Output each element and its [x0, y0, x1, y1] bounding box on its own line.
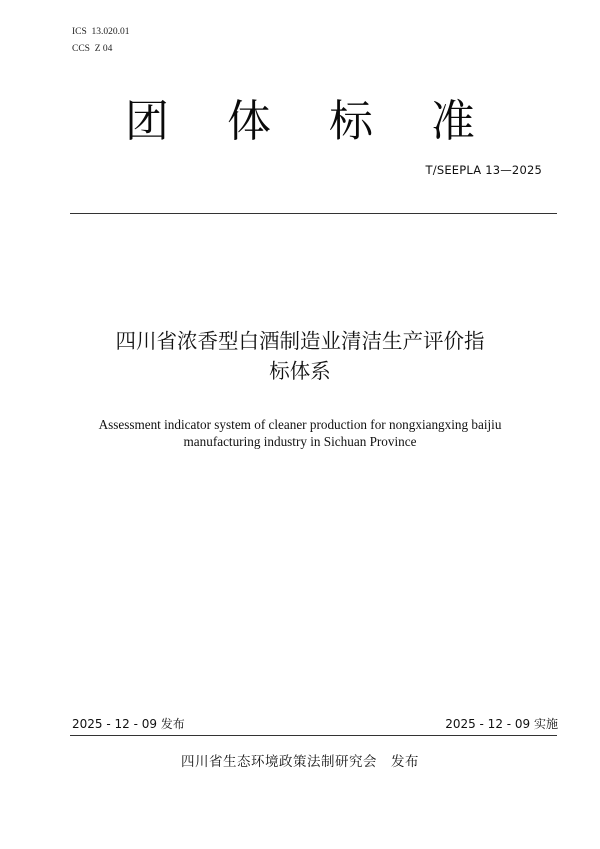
- classification-codes: [72, 24, 130, 58]
- banner-char-4: 准: [431, 96, 475, 147]
- footer-divider: [70, 735, 557, 736]
- chinese-title-line-1: 四川省浓香型白酒制造业清洁生产评价指: [115, 329, 485, 353]
- publisher-action: 发布: [391, 754, 419, 770]
- chinese-title: [0, 326, 600, 386]
- ics-code: ICS 13.020.01: [72, 27, 130, 37]
- issue-date: 2025 - 12 - 09 发布: [72, 717, 185, 731]
- banner-char-1: 团: [125, 96, 169, 147]
- publisher-org: 四川省生态环境政策法制研究会: [181, 754, 377, 770]
- header-divider: [70, 213, 557, 214]
- implementation-date: 2025 - 12 - 09 实施: [445, 717, 558, 731]
- english-title-line-2: manufacturing industry in Sichuan Province: [183, 434, 417, 449]
- chinese-title-line-2: 标体系: [269, 359, 331, 383]
- banner-char-2: 体: [227, 96, 271, 147]
- ccs-code: CCS Z 04: [72, 44, 113, 54]
- banner-char-3: 标: [329, 96, 373, 147]
- english-title-line-1: Assessment indicator system of cleaner production for nongxiangxing baijiu: [98, 417, 502, 432]
- publisher-line: [0, 750, 600, 770]
- standard-type-banner: [0, 92, 600, 152]
- standard-number: T/SEEPLA 13—2025: [425, 163, 542, 177]
- english-title: [0, 416, 600, 450]
